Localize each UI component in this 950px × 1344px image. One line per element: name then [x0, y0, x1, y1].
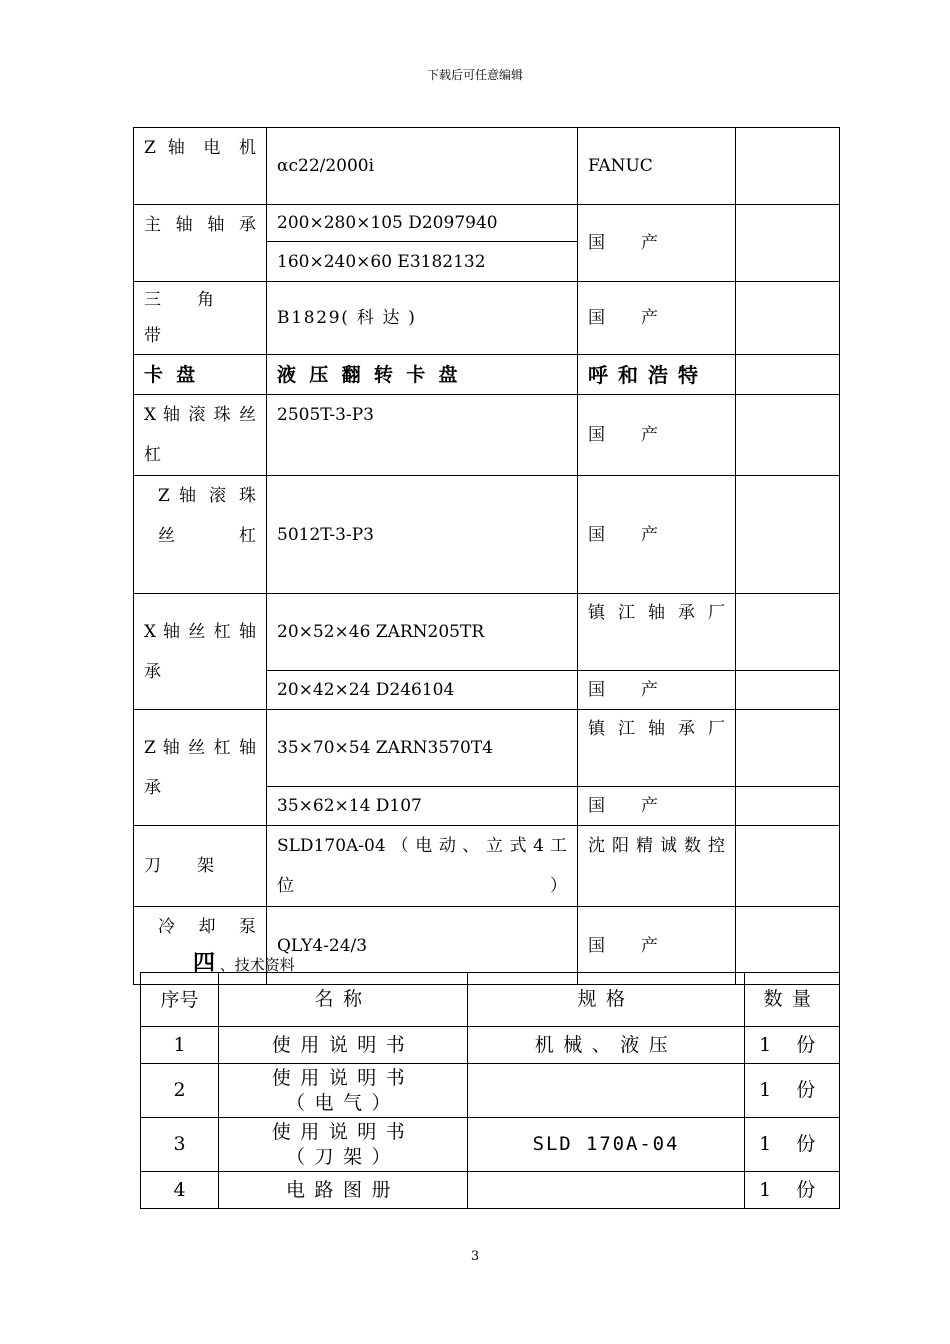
part-spec: QLY4-24/3: [267, 907, 578, 985]
table-row: [134, 476, 840, 594]
part-note: [736, 205, 840, 282]
part-spec: αc22/2000i: [267, 128, 578, 205]
part-origin: 国 产: [578, 907, 736, 985]
part-note: [736, 594, 840, 671]
part-spec-secondary: 20×42×24 D246104: [267, 671, 578, 710]
header-seq: 序号: [141, 973, 219, 1027]
part-note: [736, 355, 840, 395]
part-spec: 200×280×105 D2097940: [267, 205, 578, 242]
part-spec: 5012T-3-P3: [267, 476, 578, 594]
table-row: [134, 826, 840, 907]
doc-seq: 4: [141, 1172, 219, 1209]
doc-spec: 机械、液压: [468, 1027, 745, 1064]
table-row: [134, 355, 840, 395]
part-spec: 液压翻转卡盘: [267, 355, 578, 395]
section-title: 、技术资料: [219, 956, 295, 974]
part-origin: 沈 阳 精 诚 数 控: [578, 826, 736, 907]
doc-qty: 1 份: [745, 1118, 840, 1172]
part-name: 主 轴 轴 承: [134, 205, 267, 282]
doc-spec: SLD 170A-04: [468, 1118, 745, 1172]
doc-qty: 1 份: [745, 1027, 840, 1064]
doc-seq: 3: [141, 1118, 219, 1172]
doc-name-line1: 使用说明书: [271, 1066, 415, 1089]
parts-table: [133, 127, 840, 985]
doc-seq: 1: [141, 1027, 219, 1064]
section-number: 四: [193, 951, 216, 976]
doc-name-line1: 使用说明书: [271, 1033, 415, 1056]
table-row: [134, 282, 840, 355]
table-row: [141, 1027, 840, 1064]
doc-name-line2: （电气）: [285, 1091, 400, 1114]
table-row: [134, 205, 840, 242]
table-row: [141, 1064, 840, 1118]
part-name: Z 轴 电 机: [134, 128, 267, 205]
part-origin: 国 产: [578, 395, 736, 476]
part-spec: 35×70×54 ZARN3570T4: [267, 710, 578, 787]
part-name: 卡盘: [134, 355, 267, 395]
table-row: [134, 395, 840, 476]
part-origin: 国 产: [578, 282, 736, 355]
part-origin: 呼和浩特: [578, 355, 736, 395]
doc-name-line2: （刀架）: [285, 1145, 400, 1168]
header-name: 名称: [219, 973, 468, 1027]
part-spec: 20×52×46 ZARN205TR: [267, 594, 578, 671]
table-row: [134, 128, 840, 205]
docs-table: [140, 972, 840, 1209]
part-name: 冷 却 泵: [134, 907, 267, 985]
header-qty: 数量: [745, 973, 840, 1027]
doc-seq: 2: [141, 1064, 219, 1118]
part-name: 刀 架: [134, 826, 267, 907]
part-note: [736, 671, 840, 710]
part-name: Z 轴 滚 珠 丝 杠: [134, 476, 267, 594]
doc-spec: [468, 1172, 745, 1209]
part-spec-secondary: 35×62×14 D107: [267, 787, 578, 826]
part-origin: 镇 江 轴 承 厂: [578, 594, 736, 671]
table-row: [141, 1172, 840, 1209]
page-number: 3: [470, 1249, 480, 1264]
part-origin: 国 产: [578, 205, 736, 282]
part-name: X 轴 滚 珠 丝 杠: [134, 395, 267, 476]
doc-qty: 1 份: [745, 1172, 840, 1209]
part-name: 三 角 带: [134, 282, 267, 355]
page-header: 下载后可任意编辑: [426, 68, 523, 82]
part-origin-secondary: 国 产: [578, 671, 736, 710]
part-note: [736, 395, 840, 476]
doc-name-line1: 使用说明书: [271, 1120, 415, 1143]
part-name: X 轴 丝 杠 轴 承: [134, 594, 267, 710]
doc-spec: [468, 1064, 745, 1118]
header-spec: 规格: [468, 973, 745, 1027]
table-row: [141, 1118, 840, 1172]
table-row: [134, 594, 840, 671]
doc-qty: 1 份: [745, 1064, 840, 1118]
part-note: [736, 476, 840, 594]
part-spec-secondary: 160×240×60 E3182132: [267, 242, 578, 282]
part-note: [736, 787, 840, 826]
part-name: Z 轴 丝 杠 轴 承: [134, 710, 267, 826]
table-row: [134, 710, 840, 787]
part-spec: 2505T-3-P3: [267, 395, 578, 476]
part-note: [736, 710, 840, 787]
part-spec: B1829( 科 达 ): [267, 282, 578, 355]
part-note: [736, 282, 840, 355]
part-origin: 国 产: [578, 476, 736, 594]
table-header-row: [141, 973, 840, 1027]
part-spec: SLD170A-04 （ 电 动 、 立 式 4 工 位 ）: [267, 826, 578, 907]
part-note: [736, 826, 840, 907]
doc-name: [219, 1027, 468, 1064]
part-origin: 镇 江 轴 承 厂: [578, 710, 736, 787]
part-origin: FANUC: [578, 128, 736, 205]
part-origin-secondary: 国 产: [578, 787, 736, 826]
doc-name: 电路图册: [219, 1172, 468, 1209]
doc-name: [219, 1064, 468, 1118]
part-note: [736, 128, 840, 205]
doc-name: [219, 1118, 468, 1172]
